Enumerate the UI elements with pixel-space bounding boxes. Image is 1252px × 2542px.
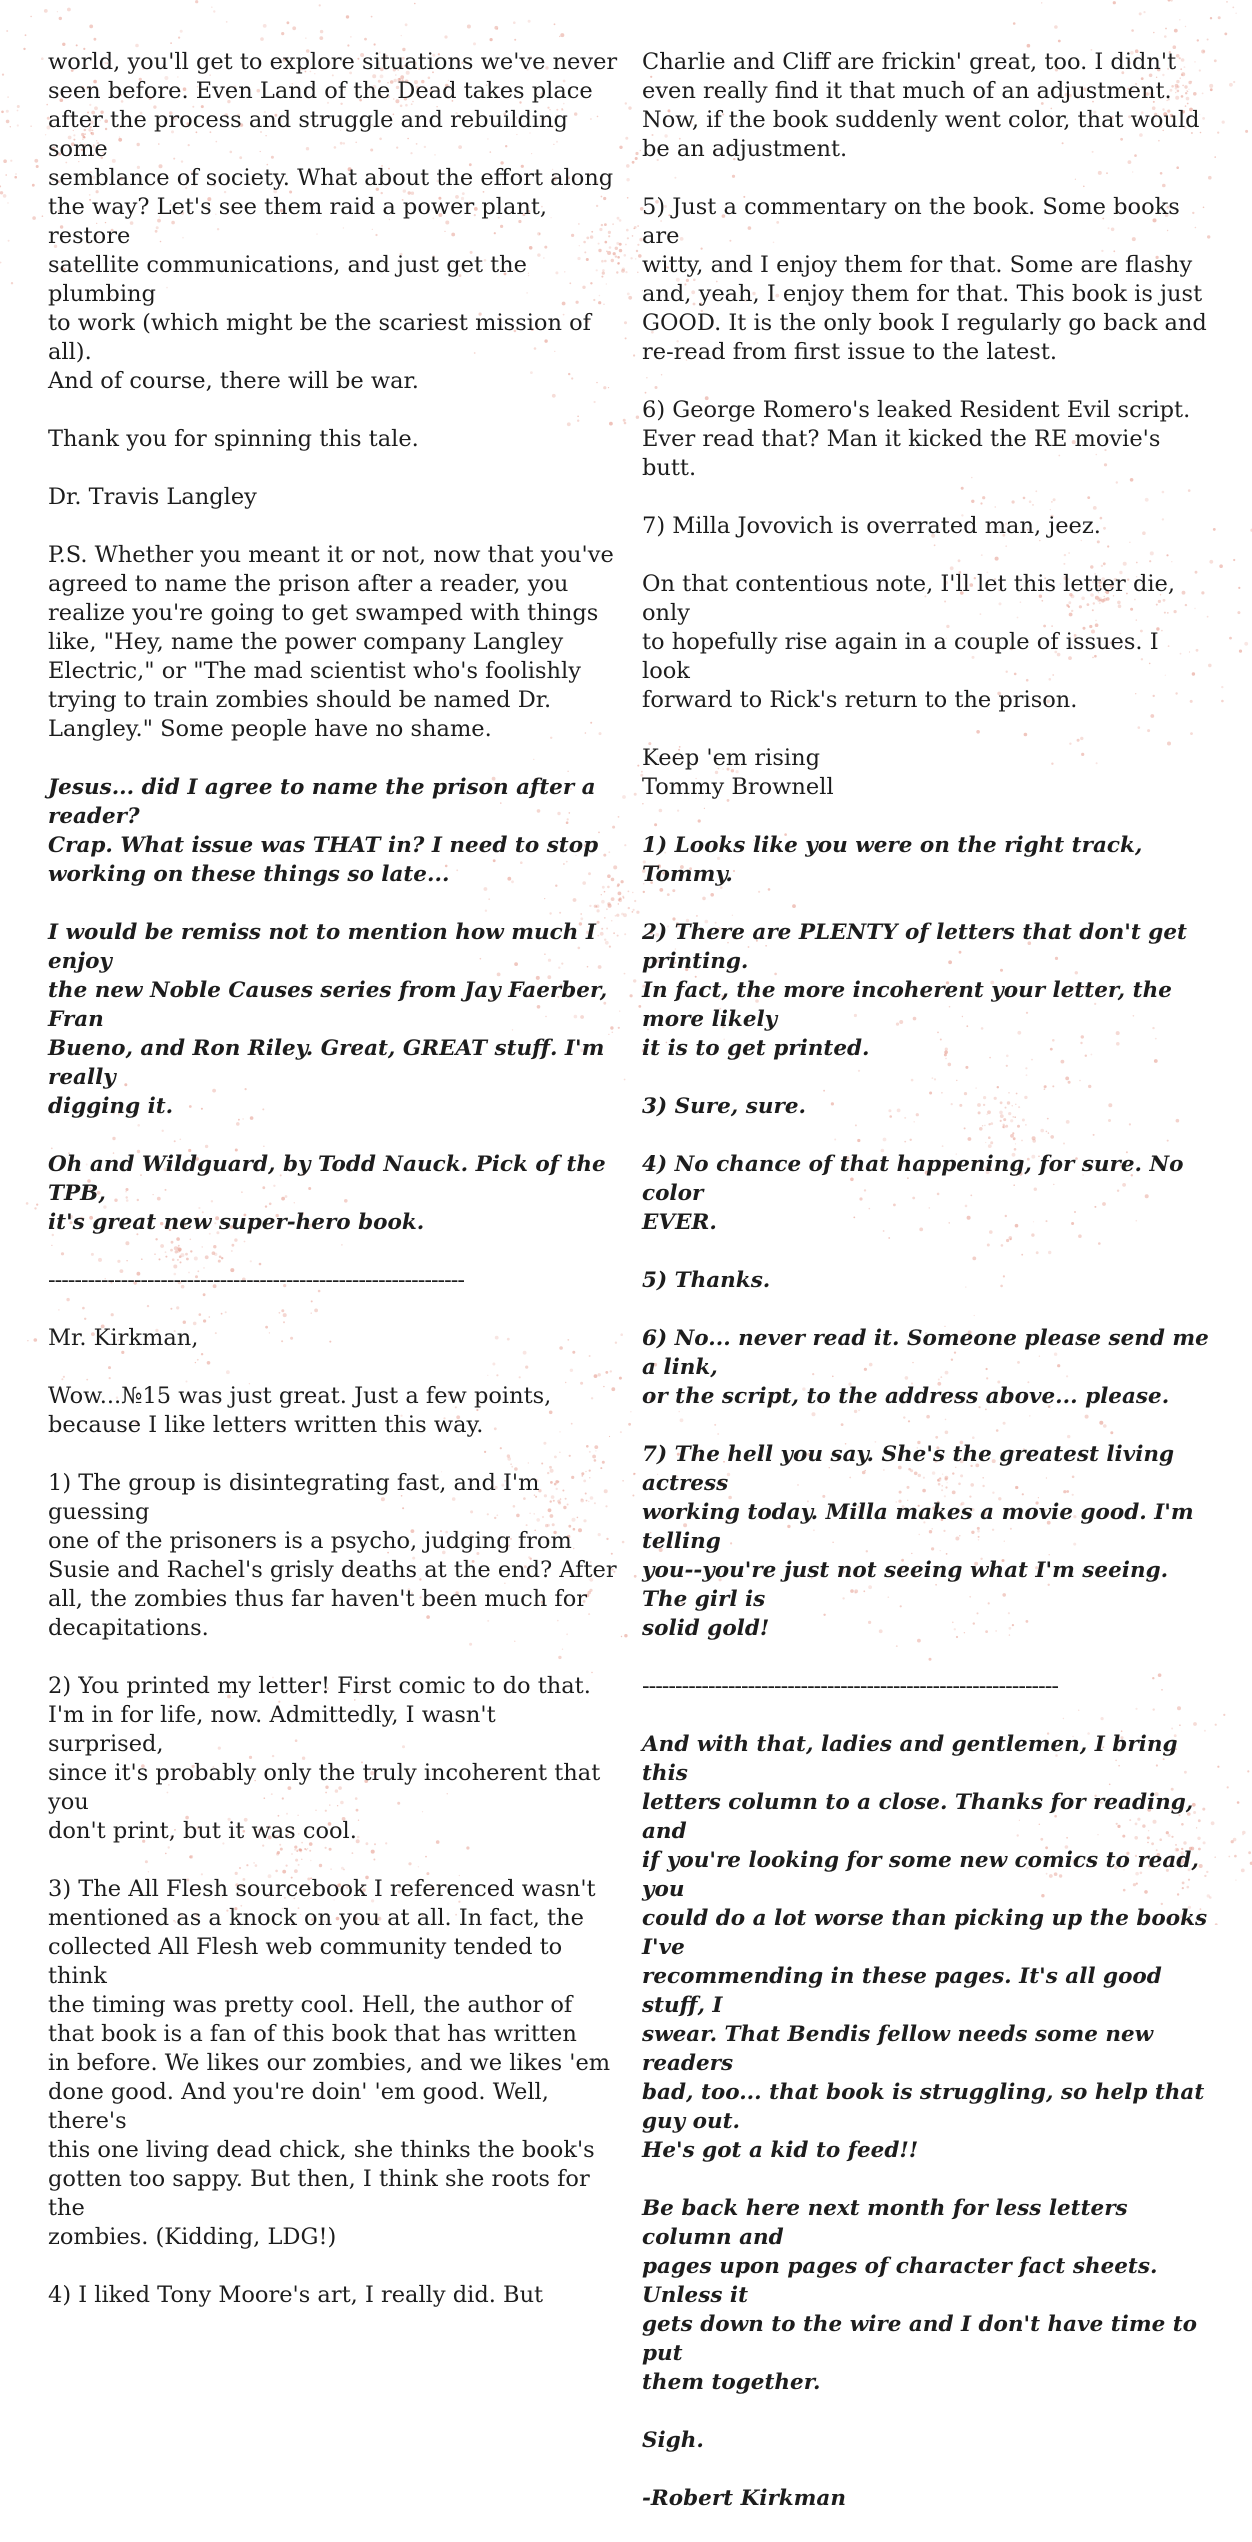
letter-paragraph: Dr. Travis Langley (48, 484, 257, 510)
editor-reply-paragraph: 2) There are PLENTY of letters that don't get printing. In fact, the more incoherent your letter, the more likely it is to get printed. (642, 920, 1187, 1061)
editor-reply-paragraph: 1) Looks like you were on the right track, Tommy. (642, 833, 1143, 887)
letter-paragraph: 3) The All Flesh sourcebook I referenced wasn't mentioned as a knock on you at all. In fact, the collected All Flesh web community tended to think the timing was pretty cool. Hell, the author of that book is a fan of this book that has written in before. We likes our zombies, and we likes 'em done good. And you're doin' 'em good. Well, there's this one living dead chick, she thinks the book's gotten too sappy. But then, I think she roots for the zombies. (Kidding, LDG!) (48, 1876, 611, 2250)
letter-paragraph: Mr. Kirkman, (48, 1325, 199, 1351)
editor-reply-paragraph: 6) No... never read it. Someone please send me a link, or the script, to the address above... please. (642, 1326, 1209, 1409)
letter-paragraph: 7) Milla Jovovich is overrated man, jeez. (642, 513, 1101, 539)
letter-paragraph: Wow...№15 was just great. Just a few points, because I like letters written this way. (48, 1383, 552, 1438)
right-column (642, 48, 1212, 2542)
letter-paragraph: 2) You printed my letter! First comic to do that. I'm in for life, now. Admittedly, I wasn't surprised, since it's probably only the truly incoherent that you don't print, but it was cool. (48, 1673, 601, 1844)
letter-paragraph: 6) George Romero's leaked Resident Evil script. Ever read that? Man it kicked the RE movie's butt. (642, 397, 1191, 481)
editor-reply-paragraph: Jesus... did I agree to name the prison after a reader? Crap. What issue was THAT in? I need to stop working on these things so late... (48, 775, 599, 887)
letter-paragraph: 5) Just a commentary on the book. Some books are witty, and I enjoy them for that. Some are flashy and, yeah, I enjoy them for that. This book is just GOOD. It is the only book I regularly go back and re-read from first issue to the latest. (642, 194, 1207, 365)
editor-reply-paragraph: Oh and Wildguard, by Todd Nauck. Pick of the TPB, it's great new super-hero book. (48, 1152, 606, 1235)
letter-paragraph: 4) I liked Tony Moore's art, I really did. But (48, 2282, 544, 2308)
editor-reply-paragraph: 7) The hell you say. She's the greatest living actress working today. Milla makes a movie good. I'm telling you--you're just not seeing what I'm seeing. The girl is solid gold! (642, 1442, 1194, 1641)
letter-paragraph: Thank you for spinning this tale. (48, 426, 419, 452)
editor-reply-paragraph: 4) No chance of that happening, for sure. No color EVER. (642, 1152, 1184, 1235)
section-divider: --------------------------------------------------------------- (642, 1673, 1058, 1699)
editor-reply-paragraph: Be back here next month for less letters column and pages upon pages of character fact sheets. Unless it gets down to the wire and I don't have time to put them together. (642, 2196, 1198, 2395)
letter-paragraph: On that contentious note, I'll let this letter die, only to hopefully rise again in a couple of issues. I look forward to Rick's return to the prison. (642, 571, 1176, 713)
letter-paragraph: 1) The group is disintegrating fast, and I'm guessing one of the prisoners is a psycho, judging from Susie and Rachel's grisly deaths at the end? After all, the zombies thus far haven't been much for decapitations. (48, 1470, 617, 1641)
letter-paragraph: Keep 'em rising Tommy Brownell (642, 745, 834, 800)
editor-reply-paragraph: Sigh. (642, 2428, 704, 2453)
editor-reply-paragraph: And with that, ladies and gentlemen, I bring this letters column to a close. Thanks for reading, and if you're looking for some new comics to read, you could do a lot worse than picking up the books I've recommending in these pages. It's all good stuff, I swear. That Bendis fellow needs some new readers bad, too... that book is struggling, so help that guy out. He's got a kid to feed!! (642, 1732, 1208, 2163)
letter-paragraph: world, you'll get to explore situations we've never seen before. Even Land of the Dead takes place after the process and struggle and rebuilding some semblance of society. What about the effort along the way? Let's see them raid a power plant, restore satellite communications, and just get the plumbing to work (which might be the scariest mission of all). And of course, there will be war. (48, 49, 618, 394)
editor-reply-paragraph: I would be remiss not to mention how much I enjoy the new Noble Causes series from Jay Faerber, Fran Bueno, and Ron Riley. Great, GREAT stuff. I'm really digging it. (48, 920, 608, 1119)
left-column (48, 48, 618, 2339)
letter-paragraph: P.S. Whether you meant it or not, now that you've agreed to name the prison after a reader, you realize you're going to get swamped with things like, "Hey, name the power company Langley Electric," or "The mad scientist who's foolishly trying to train zombies should be named Dr. Langley." Some people have no shame. (48, 542, 614, 742)
section-divider: --------------------------------------------------------------- (48, 1267, 464, 1293)
letter-paragraph: Charlie and Cliff are frickin' great, too. I didn't even really find it that much of an adjustment. Now, if the book suddenly went color, that would be an adjustment. (642, 49, 1200, 162)
editor-reply-paragraph: 5) Thanks. (642, 1268, 771, 1293)
editor-reply-paragraph: -Robert Kirkman (642, 2486, 846, 2511)
editor-reply-paragraph: 3) Sure, sure. (642, 1094, 806, 1119)
